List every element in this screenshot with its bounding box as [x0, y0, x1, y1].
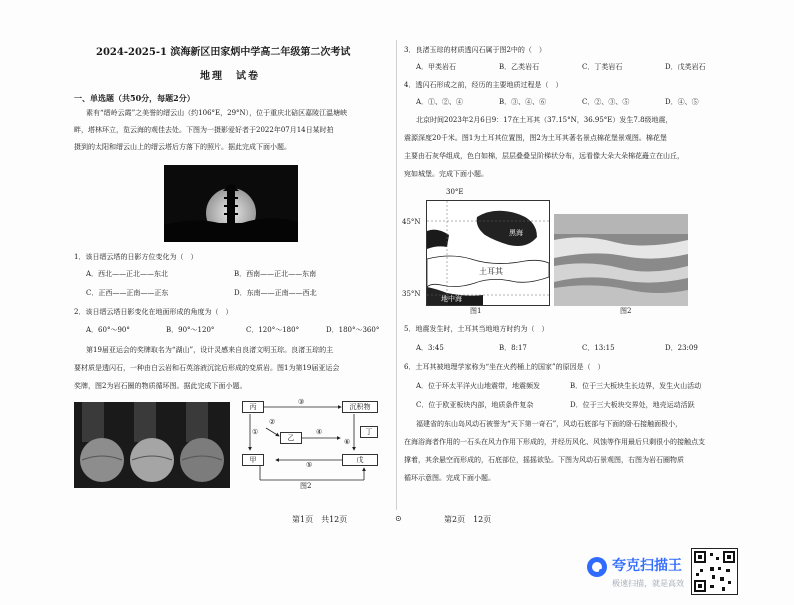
brand-slogan: 极速扫描，就是高效 — [612, 579, 684, 588]
map-lat-bottom: 35°N — [402, 290, 421, 298]
arrow-label-3: ③ — [298, 398, 305, 406]
medal-image — [74, 402, 230, 488]
q3-stem: 3．良渚玉琮的材质透闪石属于图2中的（ ） — [404, 46, 546, 54]
section-heading: 一、单选题（共50分，每题2分） — [74, 93, 195, 103]
q6-stem: 6．土耳其被地理学家称为“坐在火药桶上的国家”的原因是（ ） — [404, 363, 605, 371]
intro-line-1: 素有“缙岭云霞”之美誉的缙云山（约106°E，29°N），位于重庆北碚区嘉陵江温塘峡 — [86, 109, 348, 117]
arrow-label-4: ④ — [316, 428, 323, 436]
tower-silhouette-image — [164, 165, 298, 242]
q1-option-a[interactable]: A．西北——正北——东北 — [86, 270, 169, 278]
intro2-line-2: 要材质是透闪石，一种由白云岩和石英溶液沉淀后形成的变质岩。图1为第19届亚运会 — [74, 364, 340, 372]
q1-option-b[interactable]: B．西南——正北——东南 — [234, 270, 317, 278]
rock-intro-line-1: 福建省的东山岛风动石被誉为“天下第一奇石”，风动石底部与下面的卧石接触面极小， — [416, 420, 683, 428]
quake-intro-line-1: 北京时间2023年2月6日9：17在土耳其（37.15°N，36.95°E）发生7.8级地震， — [416, 116, 673, 124]
terrace-image — [554, 214, 688, 306]
q2-option-a[interactable]: A．60°～90° — [86, 326, 130, 334]
column-divider — [396, 40, 397, 510]
arrow-label-5: ⑤ — [306, 461, 313, 469]
q4-option-a[interactable]: A．①、②、④ — [416, 98, 464, 106]
pamukkale-photo — [554, 214, 688, 306]
q4-option-d[interactable]: D．④、⑤ — [665, 98, 699, 106]
q5-option-c[interactable]: C．13:15 — [582, 344, 615, 352]
quark-logo-icon — [586, 556, 608, 578]
node-jia: 甲 — [242, 454, 264, 466]
q6-option-a[interactable]: A．位于环太平洋火山地震带，地震频发 — [416, 382, 541, 390]
q3-option-b[interactable]: B．乙类岩石 — [499, 63, 540, 71]
q5-stem: 5．地震发生时，土耳其当地地方时约为（ ） — [404, 325, 549, 333]
arrow-label-1: ① — [252, 428, 259, 436]
q3-option-c[interactable]: C．丁类岩石 — [582, 63, 623, 71]
medals-photo — [74, 402, 230, 488]
map-country-label: 土耳其 — [479, 267, 503, 276]
intro-line-3: 摄到的太阳和缙云山上的缙云塔后方落下的照片。据此完成下面小题。 — [74, 143, 291, 151]
q6-option-b[interactable]: B．位于三大板块生长边界，发生火山活动 — [570, 382, 702, 390]
exam-title: 2024-2025-1 滨海新区田家炳中学高二年级第二次考试 — [96, 47, 351, 58]
map-med-label: 地中海 — [441, 295, 462, 303]
exam-subtitle: 地理 试卷 — [200, 71, 260, 82]
map-outline — [427, 201, 549, 305]
map-lon-label: 30°E — [446, 188, 464, 196]
arrow-label-2: ② — [269, 418, 276, 426]
footer-page-right: 第2页 12页 — [444, 515, 492, 524]
q1-option-d[interactable]: D．东南——正南——西北 — [234, 289, 317, 297]
map-lat-top: 45°N — [402, 218, 421, 226]
rock-intro-line-4: 循环示意图。完成下面小题。 — [404, 474, 495, 482]
map-caption-2: 图2 — [620, 307, 632, 315]
qr-code-icon[interactable] — [691, 548, 738, 595]
rock-intro-line-2: 在海浴海者作用的一石头在风力作用下形成的，并经历风化、风蚀等作用最后只剩很小的接触点支 — [404, 438, 705, 446]
q1-option-c[interactable]: C．正西——正南——正东 — [86, 289, 169, 297]
rock-cycle-diagram — [236, 398, 386, 492]
intro2-line-1: 第19届亚运会的奖牌取名为“湖山”，设计灵感来自良渚文明玉琮。良渚玉琮的主 — [86, 346, 334, 354]
sunset-tower-photo — [164, 165, 298, 242]
q6-option-d[interactable]: D．位于三大板块交界处，地壳运动活跃 — [570, 401, 695, 409]
q3-option-d[interactable]: D．戊类岩石 — [665, 63, 706, 71]
q1-stem: 1．该日缙云塔的日影方位变化为（ ） — [74, 253, 198, 261]
q6-option-c[interactable]: C．位于欧亚板块内部，地质条件复杂 — [416, 401, 534, 409]
intro-line-2: 畔，塔林环立，览云海的观佳去处。下图为一摄影爱好者于2022年07月14日某时拍 — [74, 126, 334, 134]
footer-page-left: 第1页 共12页 — [292, 515, 348, 524]
node-sediment: 沉积物 — [342, 401, 378, 413]
footer-center-mark: ⊙ — [395, 514, 402, 523]
map-caption-1: 图1 — [470, 307, 482, 315]
intro2-line-3: 奖牌，图2为岩石圈的物质循环图。据此完成下面小题。 — [74, 382, 247, 390]
q4-option-b[interactable]: B．③、④、⑥ — [499, 98, 547, 106]
node-yi: 乙 — [280, 432, 302, 444]
quake-intro-line-4: 宛如城堡。完成下面小题。 — [404, 170, 488, 178]
q5-option-d[interactable]: D．23:09 — [665, 344, 698, 352]
arrow-label-6: ⑥ — [344, 438, 351, 446]
q5-option-a[interactable]: A．3:45 — [416, 344, 444, 352]
q2-stem: 2．该日缙云塔日影变化在地面形成的角度为（ ） — [74, 308, 233, 316]
turkey-location-map — [426, 200, 550, 306]
q4-option-c[interactable]: C．②、③、⑤ — [582, 98, 630, 106]
quake-intro-line-3: 主要由石灰华组成，色白如棉，层层叠叠呈阶梯状分布，远看像大朵大朵棉花矗立在山丘， — [404, 152, 684, 160]
q2-option-b[interactable]: B．90°～120° — [166, 326, 215, 334]
q3-option-a[interactable]: A．甲类岩石 — [416, 63, 457, 71]
q5-option-b[interactable]: B．8:17 — [499, 344, 527, 352]
q2-option-d[interactable]: D．180°～360° — [326, 326, 380, 334]
q2-option-c[interactable]: C．120°～180° — [246, 326, 300, 334]
map-black-sea-label: 黑海 — [509, 229, 523, 237]
q4-stem: 4．透闪石形成之前，经历的主要地质过程是（ ） — [404, 81, 563, 89]
node-bing: 丙 — [242, 401, 264, 413]
node-wu: 戊 — [342, 454, 378, 466]
node-ding: 丁 — [360, 426, 378, 438]
brand-name: 夸克扫描王 — [612, 558, 682, 574]
rock-intro-line-3: 撑着，其余悬空而形成的，石底部位，摇摇欲坠。下图为风动石景观图，右图为岩石圈物质 — [404, 456, 684, 464]
cycle-caption: 图2 — [300, 482, 312, 490]
quake-intro-line-2: 震源深度20千米。图1为土耳其位置图，图2为土耳其著名景点棉花堡景观图。棉花堡 — [404, 134, 667, 142]
